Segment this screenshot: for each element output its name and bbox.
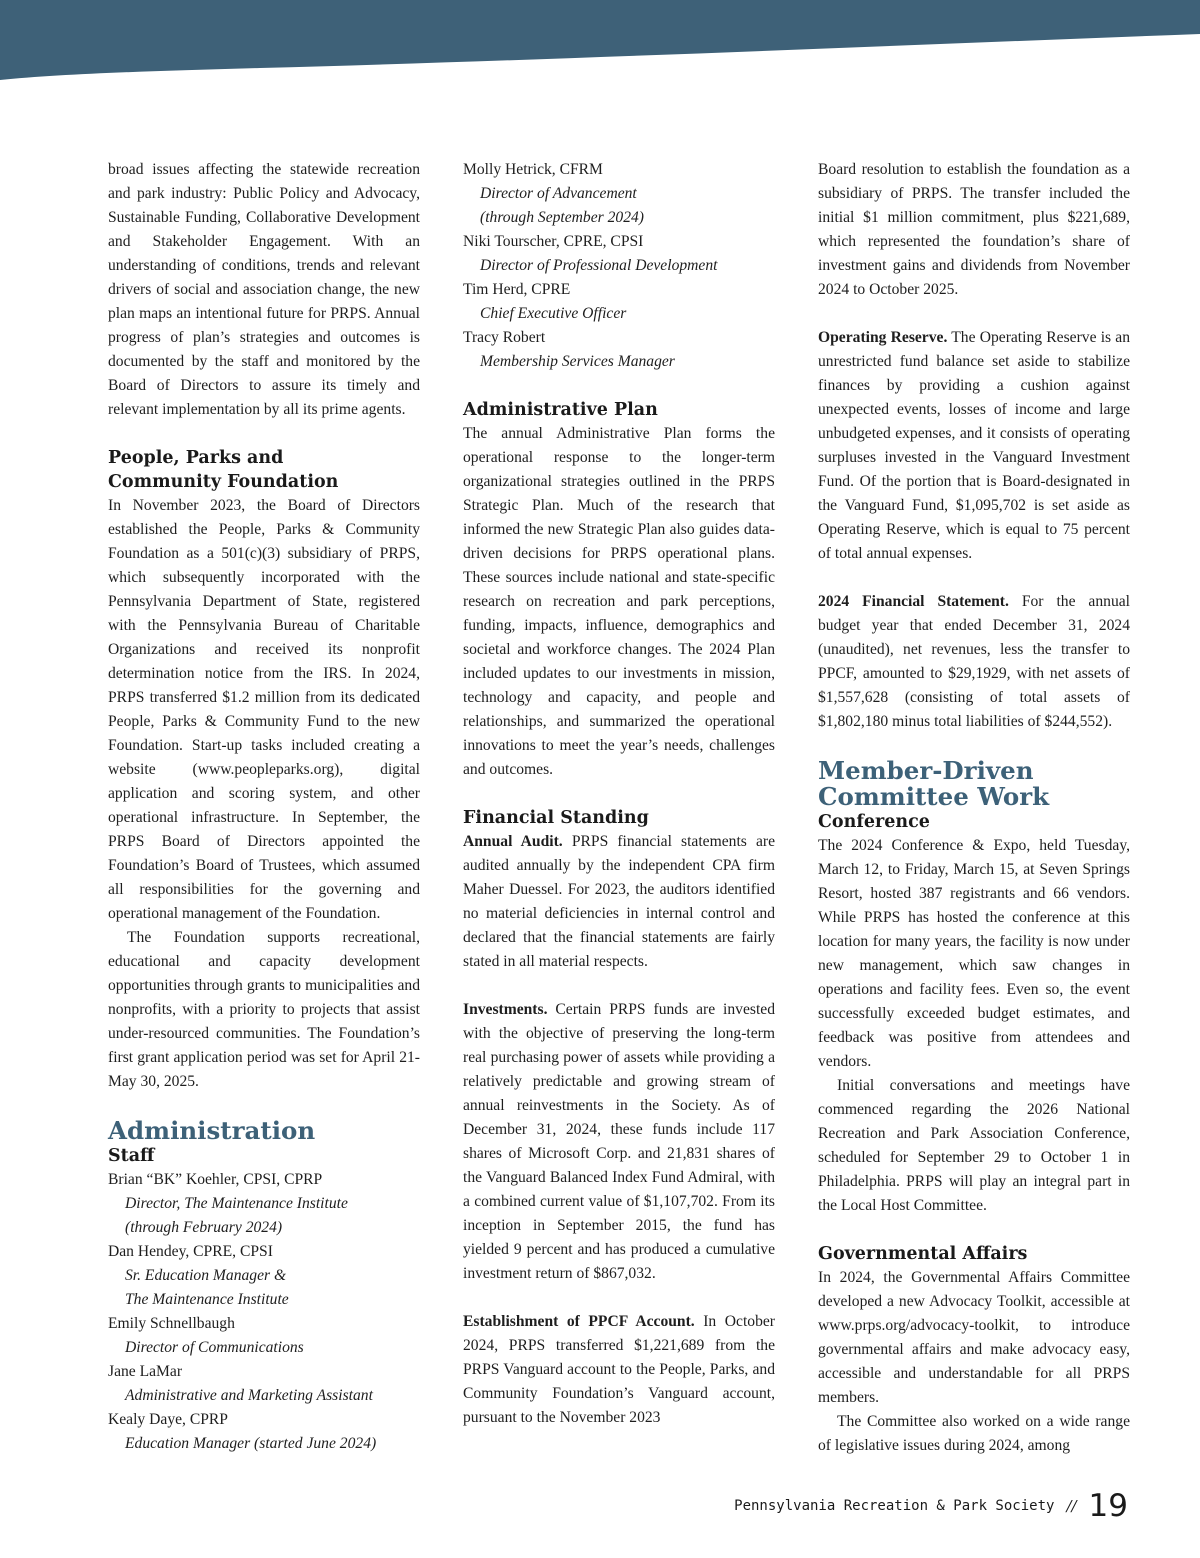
annual-audit-lead: Annual Audit. [463,833,563,850]
staff-title-note: (through September 2024) [480,209,644,226]
foundation-paragraph-1: In November 2023, the Board of Directors established the People, Parks & Community Foundation as a 501(c)(3) subsidiary of PRPS, which subsequently incorporated with the Pennsylvania Department of State, registered with the Pennsylvania Bureau of Charitable Organizations and received its nonprofit determination notice from the IRS. In 2024, PRPS transferred $1.2 million from its dedicated People, Parks & Community Fund to the new Foundation. Start-up tasks included creating a website (www.peopleparks.org), digital application and scoring system, and other operational infrastructure. In September, the PRPS Board of Directors appointed the Foundation’s Board of Trustees, which assumed all responsibilities for the governing and operational management of the Foundation. [108,497,420,922]
financial-statement-lead: 2024 Financial Statement. [818,593,1009,610]
staff-heading: Staff [108,1146,155,1166]
column-3 [818,158,1130,1458]
page-footer [734,1486,1128,1526]
governmental-affairs-paragraph-2: The Committee also worked on a wide range of legislative issues during 2024, among [818,1413,1130,1454]
foundation-heading-line1: People, Parks and [108,448,284,468]
conference-heading: Conference [818,812,930,832]
ppcf-lead: Establishment of PPCF Account. [463,1313,695,1330]
operating-reserve-lead: Operating Reserve. [818,329,948,346]
header-banner [0,0,1200,90]
conference-paragraph-2: Initial conversations and meetings have commenced regarding the 2026 National Recreation and Park Association Conference, scheduled for September 29 to October 1 in Philadelphia. PRPS will play an integral part in the Local Host Committee. [818,1077,1130,1214]
staff-name: Brian “BK” Koehler, CPSI, CPRP [108,1171,323,1188]
governmental-affairs-heading: Governmental Affairs [818,1244,1028,1264]
banner-wave [0,0,1200,80]
conference-paragraph-1: The 2024 Conference & Expo, held Tuesday, March 12, to Friday, March 15, at Seven Springs Resort, hosted 387 registrants and 66 vendors. While PRPS has hosted the conference at this location for many years, the facility is now under new management, which saw changes in operations and facility fees. Even so, the event successfully exceeded budget estimates, and feedback was positive from attendees and vendors. [818,837,1130,1070]
staff-title: Education Manager (started June 2024) [125,1435,377,1452]
financial-statement-paragraph [818,590,1130,734]
staff-name: Kealy Daye, CPRP [108,1411,228,1428]
investments-text: Certain PRPS funds are invested with the objective of preserving the long-term real purchasing power of assets while providing a relatively predictable and growing stream of annual reinvestments in the Society. As of December 31, 2024, these funds include 117 shares of Microsoft Corp. and 21,831 shares of the Vanguard Balanced Index Fund Admiral, with a combined current value of $1,107,702. From its inception in September 2015, the fund has yielded 9 percent and has produced a cumulative investment return of $867,032. [463,1001,775,1282]
column-2 [463,158,775,1430]
staff-title: Chief Executive Officer [480,305,627,322]
staff-list [108,1168,420,1456]
staff-name: Tracy Robert [463,329,546,346]
financial-statement-text: For the annual budget year that ended December 31, 2024 (unaudited), net revenues, less the transfer to PPCF, amounted to $29,1929, with net assets of $1,557,628 (consisting of total assets of $1,802,180 minus total liabilities of $244,552). [818,593,1130,730]
staff-name: Molly Hetrick, CFRM [463,161,603,178]
foundation-paragraph-2: The Foundation supports recreational, educational and capacity development opportunities through grants to municipalities and nonprofits, with a priority to projects that assist under-resourced communities. The Foundation’s first grant application period was set for April 21-May 30, 2025. [108,929,420,1090]
staff-name: Tim Herd, CPRE [463,281,571,298]
financial-standing-heading: Financial Standing [463,808,649,828]
intro-paragraph: broad issues affecting the statewide recreation and park industry: Public Policy and Advocacy, Sustainable Funding, Collaborative Development and Stakeholder Engagement. With an understanding of conditions, trends and relevant drivers of social and association change, the new plan maps an intentional future for PRPS. Annual progress of plan’s strategies and outcomes is documented by the staff and monitored by the Board of Directors to assure its timely and relevant implementation by all its prime agents. [108,161,420,418]
member-driven-heading-line1: Member-Driven [818,756,1034,785]
column-1 [108,158,420,1456]
operating-reserve-paragraph [818,326,1130,566]
staff-name: Dan Hendey, CPRE, CPSI [108,1243,273,1260]
staff-title: Administrative and Marketing Assistant [125,1387,373,1404]
administrative-plan-paragraph: The annual Administrative Plan forms the operational response to the longer-term organizational strategies outlined in the PRPS Strategic Plan. Much of the research that informed the new Strategic Plan also guides data-driven decisions for PRPS operational plans. These sources include national and state-specific research on recreation and park perceptions, funding, impacts, influence, demographics and societal and workforce changes. The 2024 Plan included updates to our investments in mission, technology and capacity, and people and relationships, and summarized the operational innovations to meet the year’s needs, challenges and outcomes. [463,425,775,778]
staff-title-note: (through February 2024) [125,1219,283,1236]
staff-title: Director of Advancement [480,185,637,202]
administration-heading: Administration [108,1116,316,1145]
member-driven-heading-line2: Committee Work [818,782,1050,811]
investments-lead: Investments. [463,1001,548,1018]
foundation-heading-line2: Community Foundation [108,472,339,492]
staff-title: Sr. Education Manager & [125,1267,287,1284]
annual-audit-text: PRPS financial statements are audited annually by the independent CPA firm Maher Duessel. For 2023, the auditors identified no material deficiencies in internal control and declared that the financial statements are fairly stated in all material respects. [463,833,775,970]
operating-reserve-text: The Operating Reserve is an unrestricted fund balance set aside to stabilize finances by providing a cushion against unexpected events, losses of income and large unbudgeted expenses, and it consists of operating surpluses invested in the Vanguard Investment Fund. Of the portion that is Board-designated in the Vanguard Fund, $1,095,702 is set aside as Operating Reserve, which is equal to 75 percent of total annual expenses. [818,329,1131,562]
staff-list-continued [463,158,775,374]
staff-title-note: The Maintenance Institute [125,1291,289,1308]
governmental-affairs-paragraph-1: In 2024, the Governmental Affairs Committee developed a new Advocacy Toolkit, accessible at www.prps.org/advocacy-toolkit, to introduce governmental affairs and make advocacy easy, accessible and understandable for all PRPS members. [818,1269,1130,1406]
footer-separator: // [1066,1497,1077,1515]
page-number: 19 [1088,1488,1128,1524]
ppcf-text: In October 2024, PRPS transferred $1,221,689 from the PRPS Vanguard account to the People, Parks, and Community Foundation’s Vanguard account, pursuant to the November 2023 [463,1313,775,1426]
annual-audit-paragraph [463,830,775,974]
staff-title: Director of Communications [125,1339,304,1356]
staff-title: Membership Services Manager [480,353,675,370]
staff-title: Director of Professional Development [480,257,718,274]
member-driven-heading [818,758,1130,810]
ppcf-paragraph-continued: Board resolution to establish the foundation as a subsidiary of PRPS. The transfer included the initial $1 million commitment, plus $221,689, which represented the foundation’s share of investment gains and dividends from November 2024 to October 2025. [818,161,1130,298]
staff-name: Emily Schnellbaugh [108,1315,235,1332]
administrative-plan-heading: Administrative Plan [463,400,658,420]
foundation-heading [108,446,420,494]
investments-paragraph [463,998,775,1286]
footer-organization: Pennsylvania Recreation & Park Society [734,1498,1055,1514]
staff-name: Niki Tourscher, CPRE, CPSI [463,233,644,250]
ppcf-paragraph [463,1310,775,1430]
staff-title: Director, The Maintenance Institute [125,1195,348,1212]
staff-name: Jane LaMar [108,1363,183,1380]
